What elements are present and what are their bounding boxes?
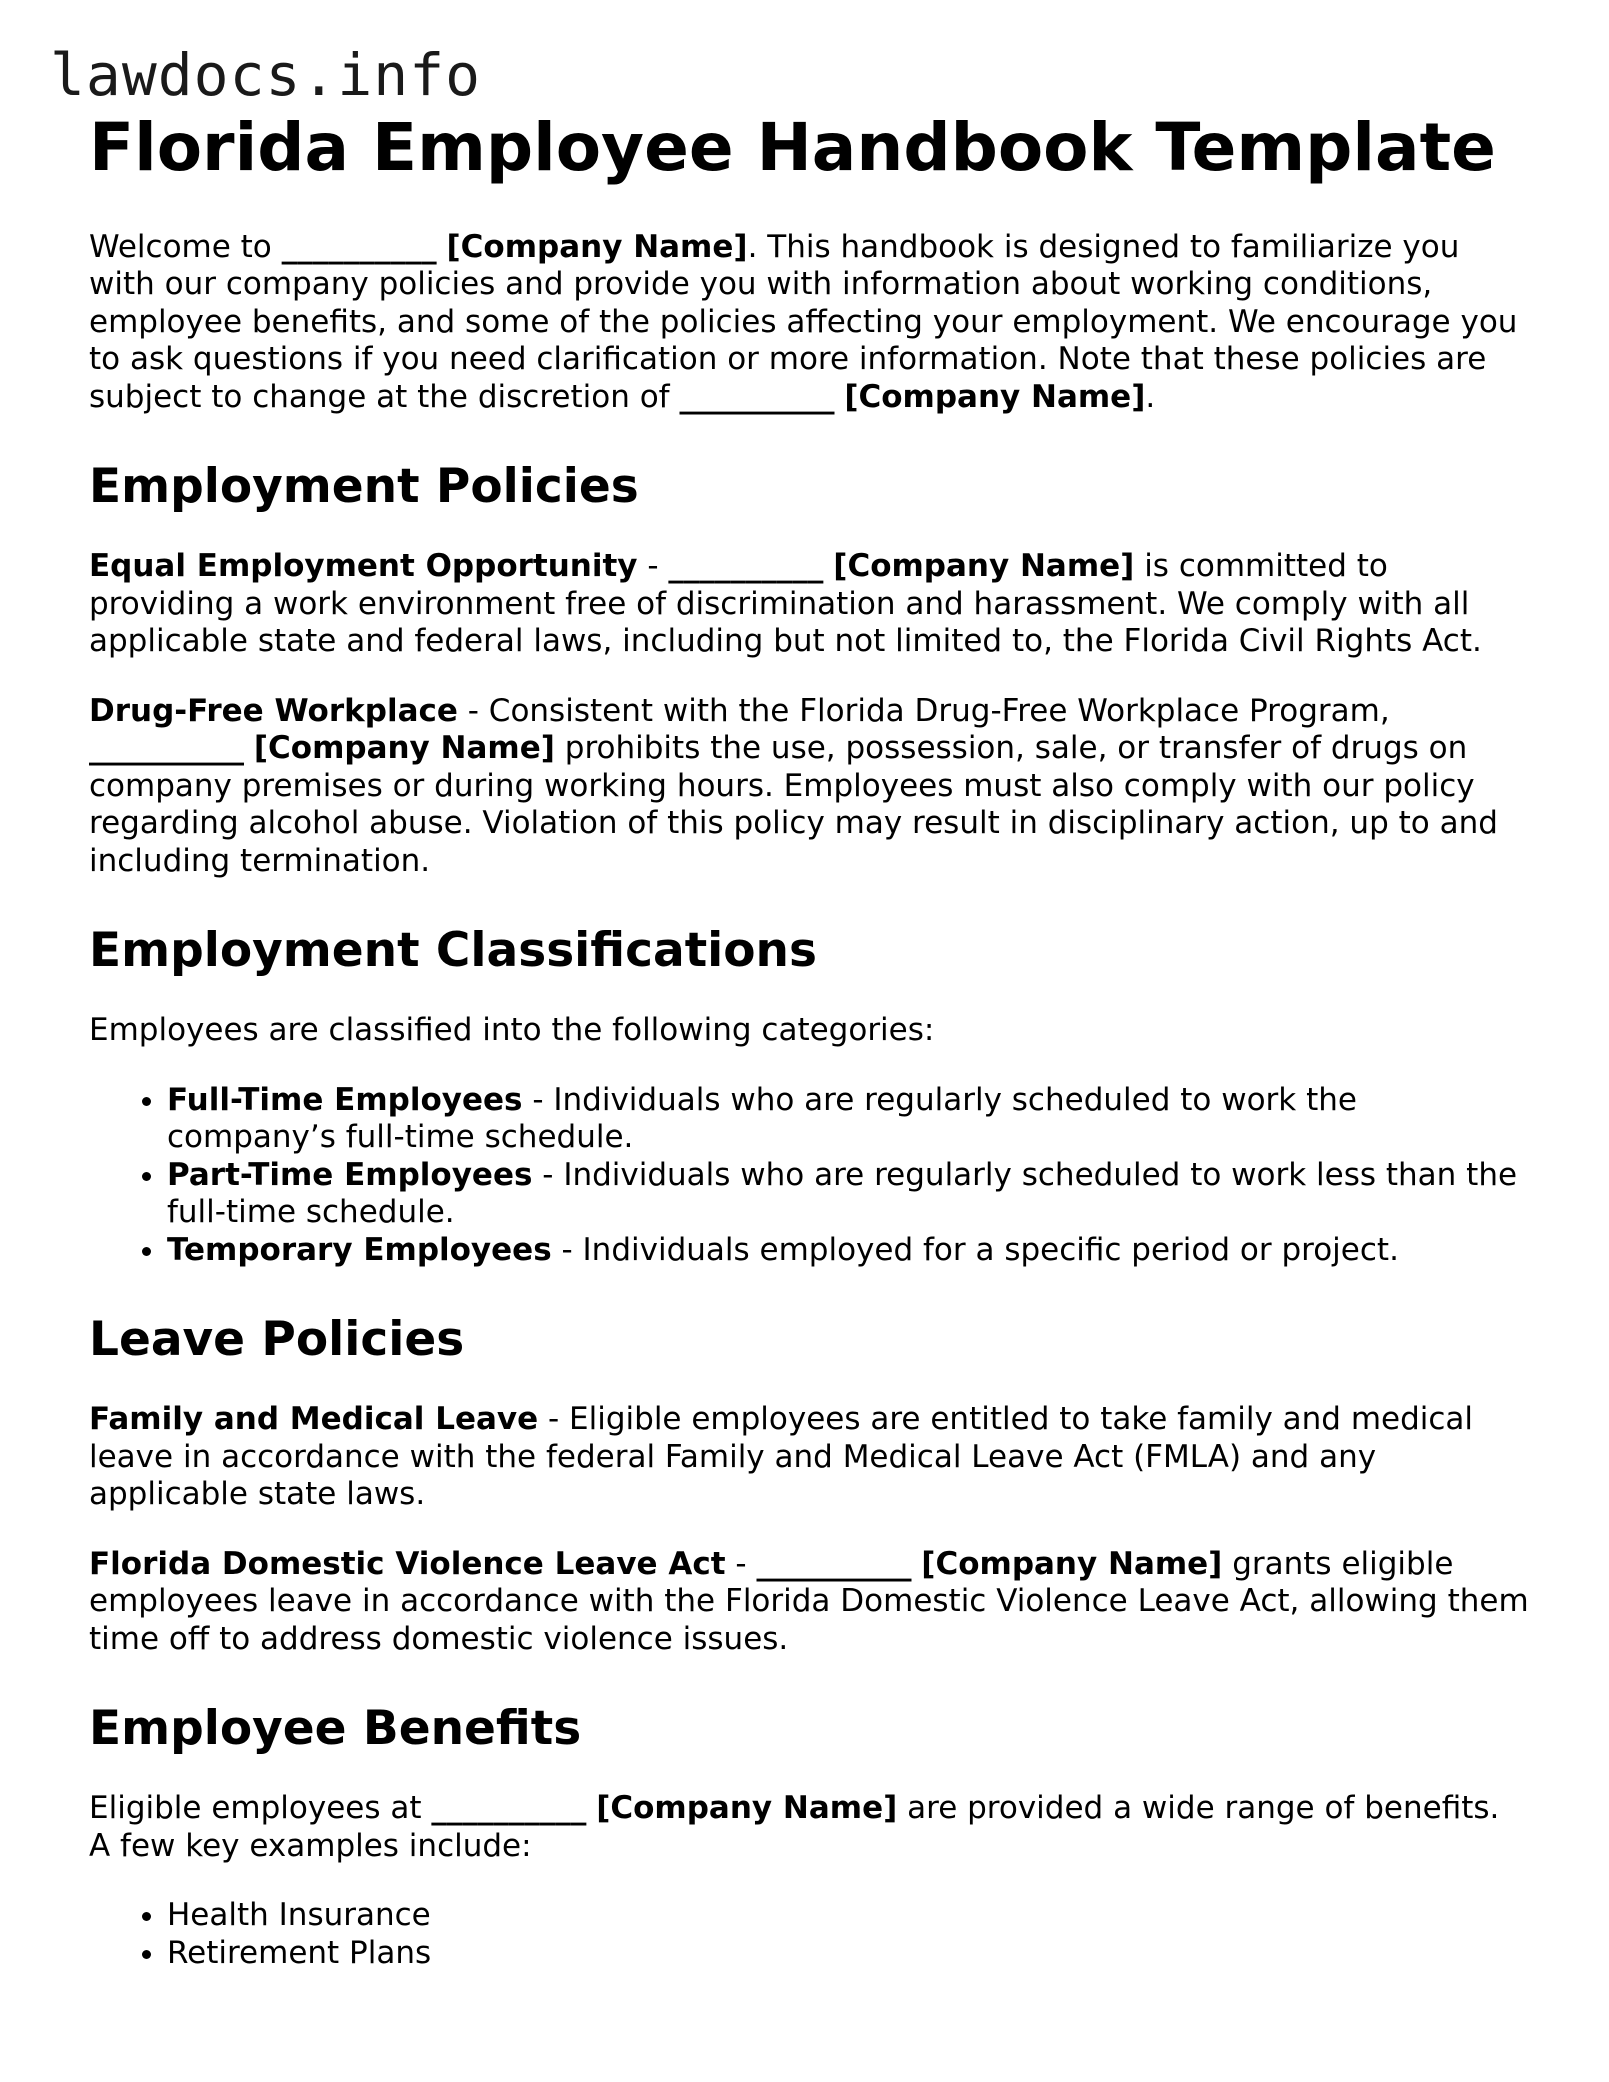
list-item bbox=[167, 1232, 1529, 1270]
dv-term: Florida Domestic Violence Leave Act bbox=[89, 1545, 726, 1582]
company-name-placeholder: [Company Name] bbox=[833, 548, 1135, 585]
company-name-placeholder: [Company Name] bbox=[446, 228, 748, 265]
classification-desc: - Individuals employed for a specific period or project. bbox=[551, 1231, 1399, 1268]
list-item bbox=[167, 1157, 1529, 1232]
drug-free-paragraph bbox=[89, 693, 1529, 881]
benefits-paragraph bbox=[89, 1790, 1529, 1865]
classification-term: Part-Time Employees bbox=[167, 1156, 533, 1193]
classification-desc: - Individuals who are regularly scheduled to work less than the full-time schedule. bbox=[167, 1156, 1518, 1231]
document-body bbox=[89, 109, 1529, 2008]
classification-term: Full-Time Employees bbox=[167, 1081, 523, 1118]
separator: - bbox=[637, 548, 669, 585]
intro-text-start: Welcome to bbox=[89, 228, 282, 265]
classifications-list bbox=[89, 1082, 1529, 1270]
blank-line: __________ bbox=[756, 1545, 912, 1582]
document-title: Florida Employee Handbook Template bbox=[89, 109, 1496, 186]
fmla-text: - Eligible employees are entitled to take family and medical leave in accordance with the federal Family and Medical Leave Act (FMLA) and any applicable state laws. bbox=[89, 1401, 1474, 1513]
heading-employment-policies: Employment Policies bbox=[89, 459, 639, 515]
company-name-placeholder: [Company Name] bbox=[253, 730, 555, 767]
heading-employment-classifications: Employment Classifications bbox=[89, 923, 817, 979]
drug-free-term: Drug-Free Workplace bbox=[89, 692, 458, 729]
heading-employee-benefits: Employee Benefits bbox=[89, 1701, 582, 1757]
list-item: • Retirement Plans bbox=[167, 1935, 1529, 1973]
heading-leave-policies: Leave Policies bbox=[89, 1312, 465, 1368]
list-item bbox=[167, 1082, 1529, 1157]
blank-line: __________ bbox=[281, 228, 437, 265]
blank-line: __________ bbox=[89, 730, 244, 767]
blank-line: __________ bbox=[679, 378, 835, 415]
eeo-paragraph bbox=[89, 548, 1529, 661]
blank-line: __________ bbox=[668, 548, 824, 585]
eeo-term: Equal Employment Opportunity bbox=[89, 548, 638, 585]
classification-term: Temporary Employees bbox=[167, 1231, 552, 1268]
intro-paragraph bbox=[89, 229, 1529, 417]
company-name-placeholder: [Company Name] bbox=[844, 378, 1146, 415]
company-name-placeholder: [Company Name] bbox=[596, 1790, 898, 1827]
fmla-paragraph bbox=[89, 1401, 1529, 1514]
drug-free-text-start: - Consistent with the Florida Drug-Free Workplace Program, bbox=[457, 692, 1390, 729]
drug-free-text: prohibits the use, possession, sale, or transfer of drugs on company premises or during working hours. Employees must also comply with our policy regarding alcohol abuse. Violation of this policy may result in disciplinary action, up to and including termination. bbox=[89, 730, 1498, 879]
list-item: • Health Insurance bbox=[167, 1897, 1529, 1935]
watermark-logo: lawdocs.info bbox=[50, 41, 482, 109]
intro-text-end: . bbox=[1145, 378, 1156, 415]
classifications-intro: Employees are classified into the following categories: bbox=[89, 1012, 935, 1049]
domestic-violence-paragraph bbox=[89, 1546, 1529, 1659]
intro-text-middle: . This handbook is designed to familiarize you with our company policies and provide you with information about working conditions, employee benefits, and some of the policies affecting your employment. We encourage you to ask questions if you need clarification or more information. Note that these policies are subject to change at the discretion of bbox=[89, 228, 1518, 415]
blank-line: __________ bbox=[431, 1790, 587, 1827]
benefits-list bbox=[89, 1897, 1529, 1972]
classification-desc: - Individuals who are regularly scheduled to work the company’s full-time schedule. bbox=[167, 1081, 1357, 1156]
benefits-text-start: Eligible employees at bbox=[89, 1790, 432, 1827]
separator: - bbox=[725, 1545, 757, 1582]
benefits-text: are provided a wide range of benefits. A few key examples include: bbox=[89, 1790, 1500, 1864]
eeo-text: is committed to providing a work environment free of discrimination and harassment. We comply with all applicable state and federal laws, including but not limited to, the Florida Civil Rights Act. bbox=[89, 548, 1482, 660]
company-name-placeholder: [Company Name] bbox=[921, 1545, 1223, 1582]
dv-text: grants eligible employees leave in accordance with the Florida Domestic Violence Leave Act, allowing them time off to address domestic violence issues. bbox=[89, 1545, 1529, 1657]
fmla-term: Family and Medical Leave bbox=[89, 1401, 539, 1438]
